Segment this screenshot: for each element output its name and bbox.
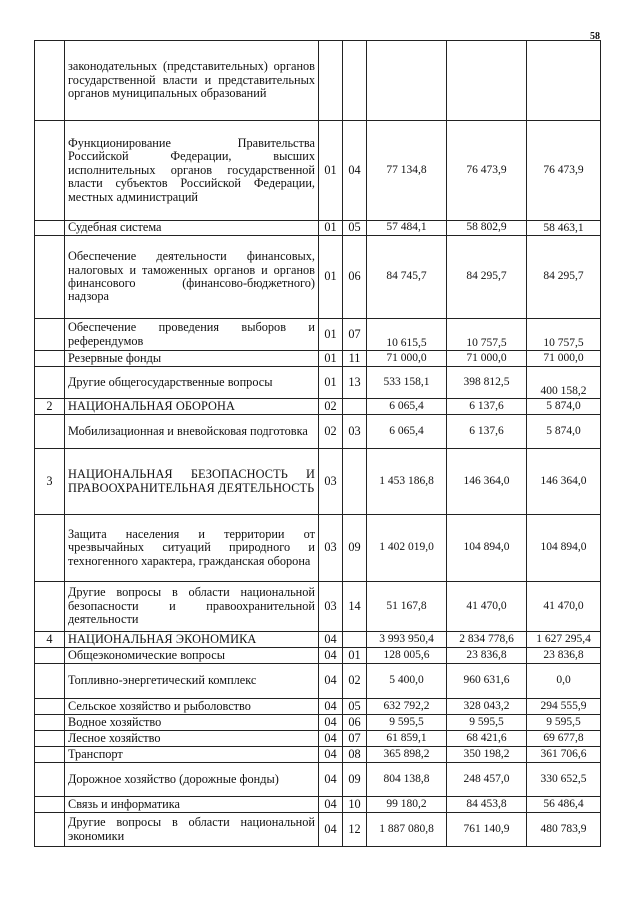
table-row [35, 367, 601, 399]
subsection-code [343, 632, 367, 648]
value-col-1: 77 134,8 [367, 121, 447, 221]
subsection-code: 01 [343, 648, 367, 664]
subsection-code: 03 [343, 415, 367, 449]
value-col-2: 104 894,0 [447, 515, 527, 582]
value-col-3: 361 706,6 [527, 747, 601, 763]
subsection-code: 10 [343, 797, 367, 813]
value-col-3: 84 295,7 [527, 236, 601, 319]
section-code: 04 [319, 715, 343, 731]
value-col-2: 6 137,6 [447, 415, 527, 449]
row-number: 4 [35, 632, 65, 648]
section-code: 03 [319, 582, 343, 632]
subsection-code: 08 [343, 747, 367, 763]
value-col-3: 400 158,2 [527, 367, 601, 399]
value-col-3: 0,0 [527, 664, 601, 699]
value-col-2: 84 295,7 [447, 236, 527, 319]
table-row [35, 582, 601, 632]
subsection-code: 06 [343, 236, 367, 319]
table-row [35, 351, 601, 367]
row-name: Другие вопросы в области национальной безопасности и правоохранительной деятельности [65, 582, 319, 632]
table-row [35, 399, 601, 415]
row-number [35, 731, 65, 747]
value-col-1: 804 138,8 [367, 763, 447, 797]
row-name: Транспорт [65, 747, 319, 763]
row-number [35, 813, 65, 847]
value-col-2: 23 836,8 [447, 648, 527, 664]
value-col-1: 10 615,5 [367, 319, 447, 351]
row-name: Защита населения и территории от чрезвычайных ситуаций природного и техногенного характера, гражданская оборона [65, 515, 319, 582]
value-col-1: 533 158,1 [367, 367, 447, 399]
value-col-2: 76 473,9 [447, 121, 527, 221]
table-row [35, 236, 601, 319]
value-col-2: 146 364,0 [447, 449, 527, 515]
row-name: Топливно-энергетический комплекс [65, 664, 319, 699]
subsection-code: 13 [343, 367, 367, 399]
row-name: Дорожное хозяйство (дорожные фонды) [65, 763, 319, 797]
value-col-2: 84 453,8 [447, 797, 527, 813]
section-code: 01 [319, 236, 343, 319]
value-col-1: 61 859,1 [367, 731, 447, 747]
row-number [35, 582, 65, 632]
row-number [35, 515, 65, 582]
row-name: Судебная система [65, 221, 319, 236]
value-col-1: 6 065,4 [367, 399, 447, 415]
value-col-1: 51 167,8 [367, 582, 447, 632]
row-name: НАЦИОНАЛЬНАЯ БЕЗОПАСНОСТЬ И ПРАВООХРАНИТЕЛЬНАЯ ДЕЯТЕЛЬНОСТЬ [65, 449, 319, 515]
value-col-2: 58 802,9 [447, 221, 527, 236]
row-name: Обеспечение проведения выборов и референдумов [65, 319, 319, 351]
table-row [35, 715, 601, 731]
row-number [35, 121, 65, 221]
row-number [35, 221, 65, 236]
row-number: 2 [35, 399, 65, 415]
row-name: Другие вопросы в области национальной экономики [65, 813, 319, 847]
row-name: Функционирование Правительства Российской Федерации, высших исполнительных органов государственной власти субъектов Российской Федерации, местных администраций [65, 121, 319, 221]
row-number [35, 747, 65, 763]
value-col-1: 1 453 186,8 [367, 449, 447, 515]
value-col-2: 9 595,5 [447, 715, 527, 731]
subsection-code: 09 [343, 763, 367, 797]
subsection-code: 11 [343, 351, 367, 367]
value-col-2: 10 757,5 [447, 319, 527, 351]
row-number [35, 236, 65, 319]
value-col-2: 328 043,2 [447, 699, 527, 715]
value-col-2: 960 631,6 [447, 664, 527, 699]
value-col-3: 9 595,5 [527, 715, 601, 731]
section-code [319, 41, 343, 121]
section-code: 04 [319, 664, 343, 699]
value-col-1: 9 595,5 [367, 715, 447, 731]
section-code: 03 [319, 515, 343, 582]
table-row [35, 664, 601, 699]
value-col-3: 5 874,0 [527, 415, 601, 449]
value-col-2: 71 000,0 [447, 351, 527, 367]
value-col-3: 41 470,0 [527, 582, 601, 632]
table-row [35, 763, 601, 797]
row-number [35, 699, 65, 715]
table-row [35, 699, 601, 715]
section-code: 02 [319, 399, 343, 415]
value-col-3 [527, 41, 601, 121]
value-col-1: 1 402 019,0 [367, 515, 447, 582]
value-col-3: 23 836,8 [527, 648, 601, 664]
value-col-1: 71 000,0 [367, 351, 447, 367]
section-code: 01 [319, 367, 343, 399]
table-row [35, 41, 601, 121]
subsection-code: 04 [343, 121, 367, 221]
subsection-code: 09 [343, 515, 367, 582]
value-col-2: 248 457,0 [447, 763, 527, 797]
value-col-1: 84 745,7 [367, 236, 447, 319]
subsection-code: 07 [343, 319, 367, 351]
table-row [35, 731, 601, 747]
table-row [35, 319, 601, 351]
value-col-1: 5 400,0 [367, 664, 447, 699]
row-name: Общеэкономические вопросы [65, 648, 319, 664]
section-code: 02 [319, 415, 343, 449]
row-name: Сельское хозяйство и рыболовство [65, 699, 319, 715]
section-code: 04 [319, 747, 343, 763]
value-col-1: 99 180,2 [367, 797, 447, 813]
row-name: Другие общегосударственные вопросы [65, 367, 319, 399]
value-col-3: 5 874,0 [527, 399, 601, 415]
value-col-2: 68 421,6 [447, 731, 527, 747]
value-col-3: 146 364,0 [527, 449, 601, 515]
table-row [35, 747, 601, 763]
value-col-1: 128 005,6 [367, 648, 447, 664]
row-name: Обеспечение деятельности финансовых, налоговых и таможенных органов и органов финансового (финансово-бюджетного) надзора [65, 236, 319, 319]
section-code: 04 [319, 763, 343, 797]
row-name: Водное хозяйство [65, 715, 319, 731]
value-col-2: 6 137,6 [447, 399, 527, 415]
row-name: законодательных (представительных) органов государственной власти и представительных органов муниципальных образований [65, 41, 319, 121]
table-row [35, 648, 601, 664]
page-number: 58 [590, 31, 600, 42]
table-row [35, 121, 601, 221]
value-col-3: 10 757,5 [527, 319, 601, 351]
value-col-2: 350 198,2 [447, 747, 527, 763]
row-number [35, 648, 65, 664]
subsection-code [343, 41, 367, 121]
value-col-3: 76 473,9 [527, 121, 601, 221]
subsection-code: 12 [343, 813, 367, 847]
value-col-2 [447, 41, 527, 121]
row-number [35, 351, 65, 367]
value-col-3: 56 486,4 [527, 797, 601, 813]
row-name: НАЦИОНАЛЬНАЯ ОБОРОНА [65, 399, 319, 415]
value-col-1 [367, 41, 447, 121]
value-col-3: 294 555,9 [527, 699, 601, 715]
section-code: 04 [319, 699, 343, 715]
row-number [35, 41, 65, 121]
section-code: 01 [319, 221, 343, 236]
row-number [35, 797, 65, 813]
value-col-1: 365 898,2 [367, 747, 447, 763]
value-col-3: 480 783,9 [527, 813, 601, 847]
value-col-2: 41 470,0 [447, 582, 527, 632]
value-col-3: 58 463,1 [527, 221, 601, 236]
section-code: 04 [319, 648, 343, 664]
value-col-2: 398 812,5 [447, 367, 527, 399]
subsection-code: 05 [343, 699, 367, 715]
subsection-code: 06 [343, 715, 367, 731]
row-name: Связь и информатика [65, 797, 319, 813]
value-col-2: 2 834 778,6 [447, 632, 527, 648]
row-number [35, 319, 65, 351]
section-code: 01 [319, 351, 343, 367]
subsection-code: 05 [343, 221, 367, 236]
table-row [35, 632, 601, 648]
section-code: 04 [319, 632, 343, 648]
table-row [35, 797, 601, 813]
value-col-3: 330 652,5 [527, 763, 601, 797]
section-code: 01 [319, 121, 343, 221]
row-number [35, 664, 65, 699]
value-col-3: 1 627 295,4 [527, 632, 601, 648]
table-row [35, 813, 601, 847]
row-number [35, 763, 65, 797]
section-code: 04 [319, 731, 343, 747]
value-col-1: 57 484,1 [367, 221, 447, 236]
section-code: 03 [319, 449, 343, 515]
table-row [35, 415, 601, 449]
row-name: Мобилизационная и вневойсковая подготовка [65, 415, 319, 449]
value-col-1: 6 065,4 [367, 415, 447, 449]
value-col-2: 761 140,9 [447, 813, 527, 847]
value-col-1: 3 993 950,4 [367, 632, 447, 648]
value-col-1: 632 792,2 [367, 699, 447, 715]
table-row [35, 449, 601, 515]
subsection-code: 07 [343, 731, 367, 747]
row-number: 3 [35, 449, 65, 515]
value-col-3: 104 894,0 [527, 515, 601, 582]
row-name: Лесное хозяйство [65, 731, 319, 747]
subsection-code [343, 449, 367, 515]
row-number [35, 715, 65, 731]
table-row [35, 515, 601, 582]
subsection-code: 02 [343, 664, 367, 699]
value-col-3: 69 677,8 [527, 731, 601, 747]
section-code: 04 [319, 813, 343, 847]
value-col-3: 71 000,0 [527, 351, 601, 367]
table-row [35, 221, 601, 236]
subsection-code [343, 399, 367, 415]
budget-table [34, 40, 601, 847]
section-code: 04 [319, 797, 343, 813]
subsection-code: 14 [343, 582, 367, 632]
row-number [35, 367, 65, 399]
row-number [35, 415, 65, 449]
row-name: Резервные фонды [65, 351, 319, 367]
section-code: 01 [319, 319, 343, 351]
value-col-1: 1 887 080,8 [367, 813, 447, 847]
row-name: НАЦИОНАЛЬНАЯ ЭКОНОМИКА [65, 632, 319, 648]
